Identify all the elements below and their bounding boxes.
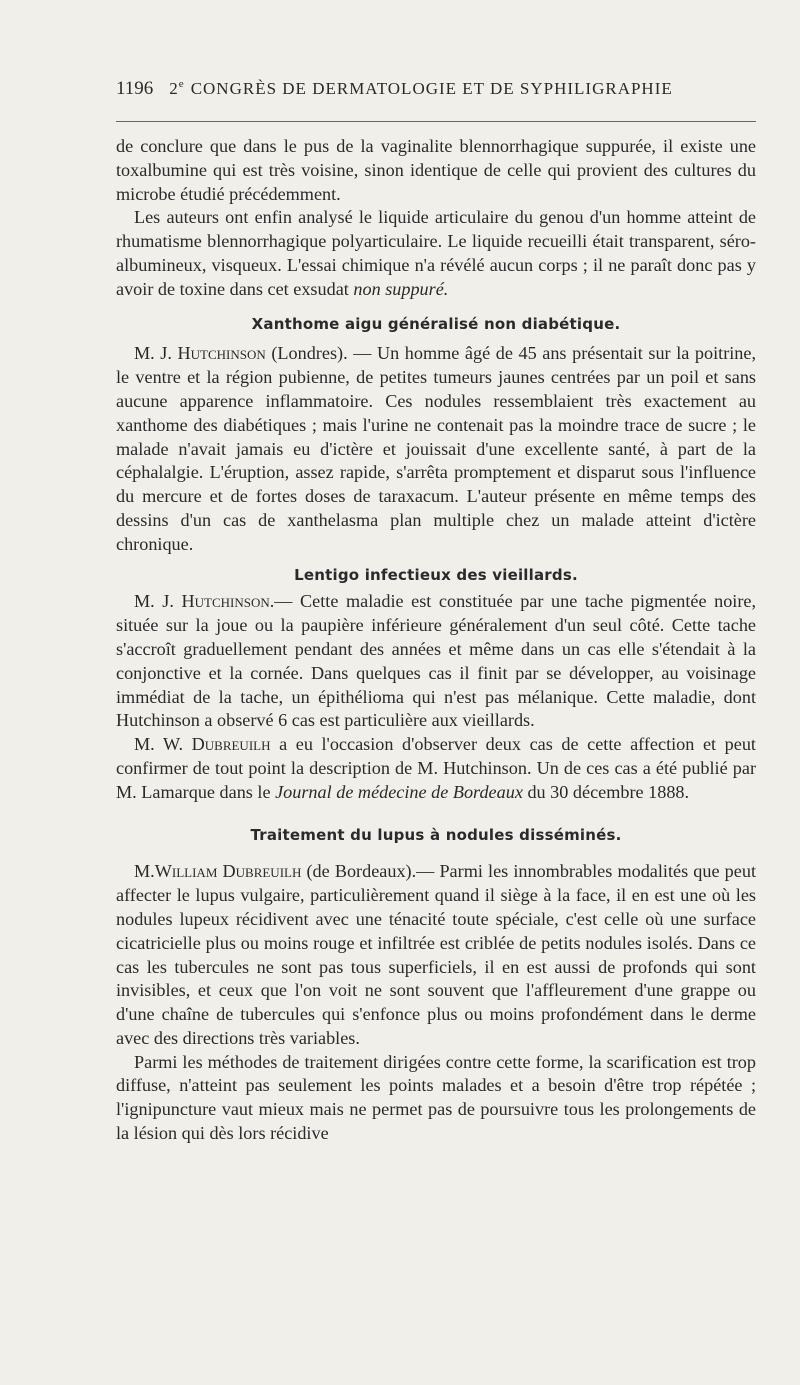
paragraph-text: Les auteurs ont enfin analysé le liquide articulaire du genou d'un homme atteint de rhumatisme blennorrhagique polyarticulaire. Le liquide recueilli était transparent, séro-albumineux, visqueux. L'essai chimique n'a révélé aucun corps ; il ne paraît donc pas y avoir de toxine dans cet exsudat xyxy=(116,207,756,299)
paragraph-lupus xyxy=(116,860,756,1050)
author-prefix: M. J. xyxy=(134,591,174,612)
author-first-name: William xyxy=(154,861,218,882)
paragraph-text: (Londres). — Un homme âgé de 45 ans présentait sur la poitrine, le ventre et la région pubienne, de petites tumeurs jaunes centrées par un poil et sans aucune apparence inflammatoire. Ces nodules ressemblaient très exactement au xanthome des diabétiques ; mais l'urine ne contenait pas la moindre trace de sucre ; le malade n'avait jamais eu d'ictère et jouissait d'une excellente santé, à part de la céphalalgie. L'éruption, assez rapide, s'arrêta promptement et disparut sous l'influence du mercure et de fortes doses de taraxacum. L'auteur présente en même temps des dessins d'un cas de xanthelasma plan multiple chez un malade atteint d'ictère chronique. xyxy=(116,343,757,554)
paragraph-xanthome xyxy=(116,342,756,556)
paragraph-text: (de Bordeaux).— Parmi les innombrables modalités que peut affecter le lupus vulgaire, particulièrement quand il siège à la face, il en est une où les nodules lupeux récidivent avec une ténacité toute spéciale, c'est celle où une surface cicatricielle plus ou moins rouge et infiltrée est criblée de petits nodules isolés. Dans ce cas les tubercules ne sont pas tous superficiels, il en est aussi de profonds qui sont invisibles, et ceux que l'on voit ne sont souvent que l'affleurement d'une grappe ou d'une chaîne de tubercules qui s'enfonce plus ou moins profondément dans le derme avec des directions très variables. xyxy=(116,861,756,1048)
header-rule xyxy=(116,121,756,122)
author-name: Hutchinson xyxy=(177,343,266,364)
author-prefix: M. W. xyxy=(134,734,184,755)
italic-term: non suppuré. xyxy=(353,278,449,299)
author-last-name: Dubreuilh xyxy=(222,861,302,882)
section-heading-lentigo: Lentigo infectieux des vieillards. xyxy=(294,565,578,584)
running-header xyxy=(116,78,756,100)
header-ordinal: 2 xyxy=(169,79,179,98)
header-title: CONGRÈS DE DERMATOLOGIE ET DE SYPHILIGRAPHIE xyxy=(190,79,673,98)
paragraph-text-end: du 30 décembre 1888. xyxy=(522,781,690,802)
body-text xyxy=(116,135,756,1146)
paragraph-text: .— Cette maladie est constituée par une tache pigmentée noire, située sur la joue ou la paupière inférieure généralement d'un seul côté. Cette tache s'accroît graduellement pendant des années et même dans un cas elle s'étendait à la conjonctive et la cornée. Dans quelques cas il finit par se développer, au voisinage immédiat de la tache, un épithélioma qui n'est pas mélanique. Cette maladie, dont Hutchinson a observé 6 cas est particulière aux vieillards. xyxy=(116,591,757,731)
author-name: Dubreuilh xyxy=(191,734,271,755)
author-name: Hutchinson xyxy=(181,591,270,612)
author-prefix: M. xyxy=(134,861,155,882)
paragraph-articular-fluid xyxy=(116,206,756,301)
paragraph-lentigo xyxy=(116,590,756,733)
paragraph-continuation: de conclure que dans le pus de la vaginalite blennorrhagique suppurée, il existe une toxalbumine qui est très voisine, sinon identique de celle qui provient des cultures du microbe étudié précédemment. xyxy=(116,136,756,204)
section-heading-xanthome: Xanthome aigu généralisé non diabétique. xyxy=(251,314,621,333)
header-ordinal-sup: e xyxy=(178,78,185,91)
journal-title: Journal de médecine de Bordeaux xyxy=(275,781,523,802)
paragraph-text: a eu l'occasion d'observer deux cas de cette affection et peut confirmer de tout point la description de M. Hutchinson. Un de ces cas a été publié par M. Lamarque dans le xyxy=(116,734,756,802)
author-prefix: M. J. xyxy=(134,343,172,364)
page-number: 1196 xyxy=(116,78,154,99)
paragraph-lentigo-dubreuilh xyxy=(116,733,756,804)
paragraph-lupus-treatment: Parmi les méthodes de traitement dirigées contre cette forme, la scarification est trop diffuse, n'atteint pas seulement les points malades et a besoin d'être trop répétée ; l'ignipuncture vaut mieux mais ne permet pas de poursuivre tous les prolongements de la lésion qui dès lors récidive xyxy=(116,1051,756,1144)
section-heading-lupus: Traitement du lupus à nodules disséminés. xyxy=(250,825,622,844)
